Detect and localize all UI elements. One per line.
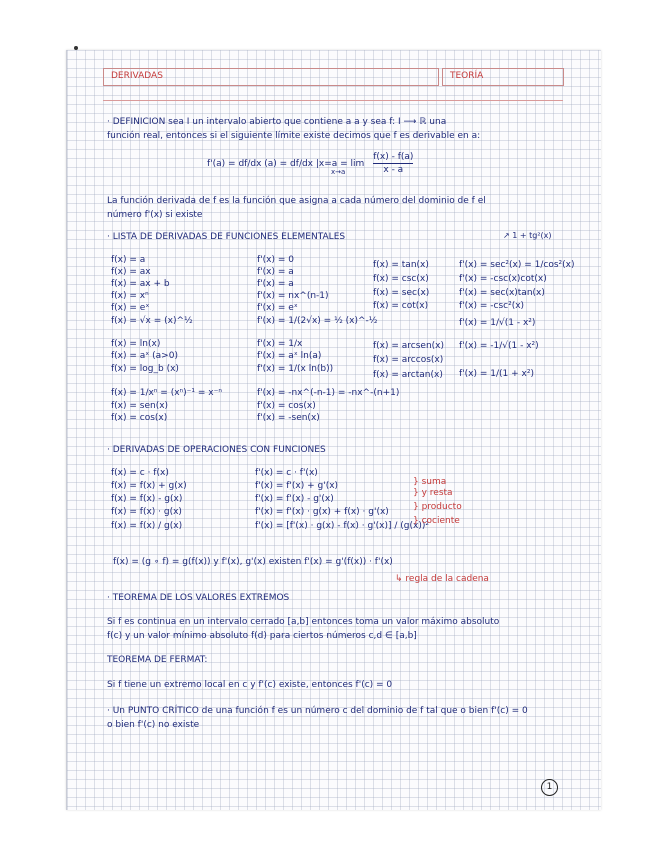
derivative-item: f'(x) = a [257,279,294,289]
notebook-page [66,50,601,810]
header-subject: TEORÍA [450,71,484,81]
trig-function-item: f(x) = arcsen(x) [373,341,445,351]
formula-numerator: f(x) - f(a) [373,152,414,162]
trig-function-item: f(x) = cot(x) [373,301,429,311]
function-item: f(x) = ln(x) [111,339,161,349]
corner-note: ↗ 1 + tg²(x) [503,231,552,240]
function-item: f(x) = √x = (x)^½ [111,316,193,326]
fermat-statement: Si f tiene un extremo local en c y f'(c) existe, entonces f'(c) = 0 [107,680,393,690]
function-item: f(x) = a [111,255,146,265]
formula-lhs: f'(a) = df/dx (a) = df/dx |x=a = lim [207,159,365,169]
operation-item: f(x) = f(x) / g(x) [111,521,183,531]
fermat-title: TEOREMA DE FERMAT: [107,655,208,665]
function-item: f(x) = eˣ [111,303,150,313]
header-title: DERIVADAS [111,71,163,81]
function-item: f(x) = 1/xⁿ = (xⁿ)⁻¹ = x⁻ⁿ [111,388,222,398]
trig-function-item: f(x) = csc(x) [373,274,429,284]
chain-rule: f(x) = (g ∘ f) = g(f(x)) y f'(x), g'(x) existen f'(x) = g'(f(x)) · f'(x) [113,557,393,567]
trig-derivative-item: f'(x) = sec²(x) = 1/cos²(x) [459,260,575,270]
operation-note: } y resta [413,488,453,498]
chain-rule-note: ↳ regla de la cadena [395,574,489,584]
operation-item: f(x) = f(x) · g(x) [111,507,182,517]
formula-denominator: x - a [383,165,404,175]
function-item: f(x) = aˣ (a>0) [111,351,178,361]
trig-function-item: f(x) = arccos(x) [373,355,444,365]
function-item: f(x) = ax + b [111,279,170,289]
trig-derivative-item: f'(x) = sec(x)tan(x) [459,288,545,298]
trig-derivative-item: f'(x) = -csc²(x) [459,301,525,311]
formula-limit-sub: x→a [331,168,346,176]
operation-derivative-item: f'(x) = [f'(x) · g(x) - f(x) · g'(x)] / (g(x))² [255,521,429,531]
definition-note-2: número f'(x) si existe [107,210,203,220]
function-item: f(x) = xⁿ [111,291,149,301]
derivative-item: f'(x) = cos(x) [257,401,316,411]
operation-derivative-item: f'(x) = f'(x) - g'(x) [255,494,334,504]
derivative-item: f'(x) = aˣ ln(a) [257,351,322,361]
operation-item: f(x) = f(x) + g(x) [111,481,187,491]
operation-derivative-item: f'(x) = c · f'(x) [255,468,318,478]
trig-derivative-item: f'(x) = 1/√(1 - x²) [459,318,536,328]
ops-title: · DERIVADAS DE OPERACIONES CON FUNCIONES [107,445,326,455]
derivative-item: f'(x) = 0 [257,255,294,265]
operation-note: } cociente [413,516,460,526]
trig-function-item: f(x) = sec(x) [373,288,430,298]
page-number: 1 [541,779,558,796]
trig-derivative-item: f'(x) = -1/√(1 - x²) [459,341,539,351]
derivative-item: f'(x) = 1/x [257,339,303,349]
formula-fraction [373,152,413,175]
operation-note: } producto [413,502,462,512]
operation-derivative-item: f'(x) = f'(x) · g(x) + f(x) · g'(x) [255,507,389,517]
derivative-item: f'(x) = nx^(n-1) [257,291,329,301]
trig-function-item: f(x) = tan(x) [373,260,429,270]
derivative-item: f'(x) = -nx^(-n-1) = -nx^-(n+1) [257,388,400,398]
trig-function-item: f(x) = arctan(x) [373,370,443,380]
header-rule [103,100,563,101]
evt-line-2: f(c) y un valor mínimo absoluto f(d) para ciertos números c,d ∈ [a,b] [107,631,417,641]
trig-derivative-item: f'(x) = 1/(1 + x²) [459,369,534,379]
definition-note-1: La función derivada de f es la función que asigna a cada número del dominio de f el [107,196,486,206]
function-item: f(x) = ax [111,267,151,277]
derivative-formula [207,152,413,175]
operation-note: } suma [413,477,447,487]
operation-item: f(x) = f(x) - g(x) [111,494,183,504]
list-title: · LISTA DE DERIVADAS DE FUNCIONES ELEMENTALES [107,232,346,242]
operation-item: f(x) = c · f(x) [111,468,169,478]
function-item: f(x) = cos(x) [111,413,168,423]
function-item: f(x) = sen(x) [111,401,169,411]
operation-derivative-item: f'(x) = f'(x) + g'(x) [255,481,339,491]
critical-point-line-2: o bien f'(c) no existe [107,720,200,730]
critical-point-line-1: · Un PUNTO CRÍTICO de una función f es un número c del dominio de f tal que o bien f'(c) = 0 [107,706,528,716]
function-item: f(x) = log_b (x) [111,364,179,374]
derivative-item: f'(x) = a [257,267,294,277]
derivative-item: f'(x) = -sen(x) [257,413,320,423]
derivative-item: f'(x) = 1/(x ln(b)) [257,364,334,374]
definition-line-2: función real, entonces si el siguiente límite existe decimos que f es derivable en a: [107,131,481,141]
evt-title: · TEOREMA DE LOS VALORES EXTREMOS [107,593,290,603]
derivative-item: f'(x) = 1/(2√x) = ½ (x)^-½ [257,316,378,326]
trig-derivative-item: f'(x) = -csc(x)cot(x) [459,274,547,284]
evt-line-1: Si f es continua en un intervalo cerrado [a,b] entonces toma un valor máximo absoluto [107,617,500,627]
derivative-item: f'(x) = eˣ [257,303,298,313]
definition-line-1: · DEFINICION sea I un intervalo abierto que contiene a a y sea f: I ⟶ ℝ una [107,117,447,127]
